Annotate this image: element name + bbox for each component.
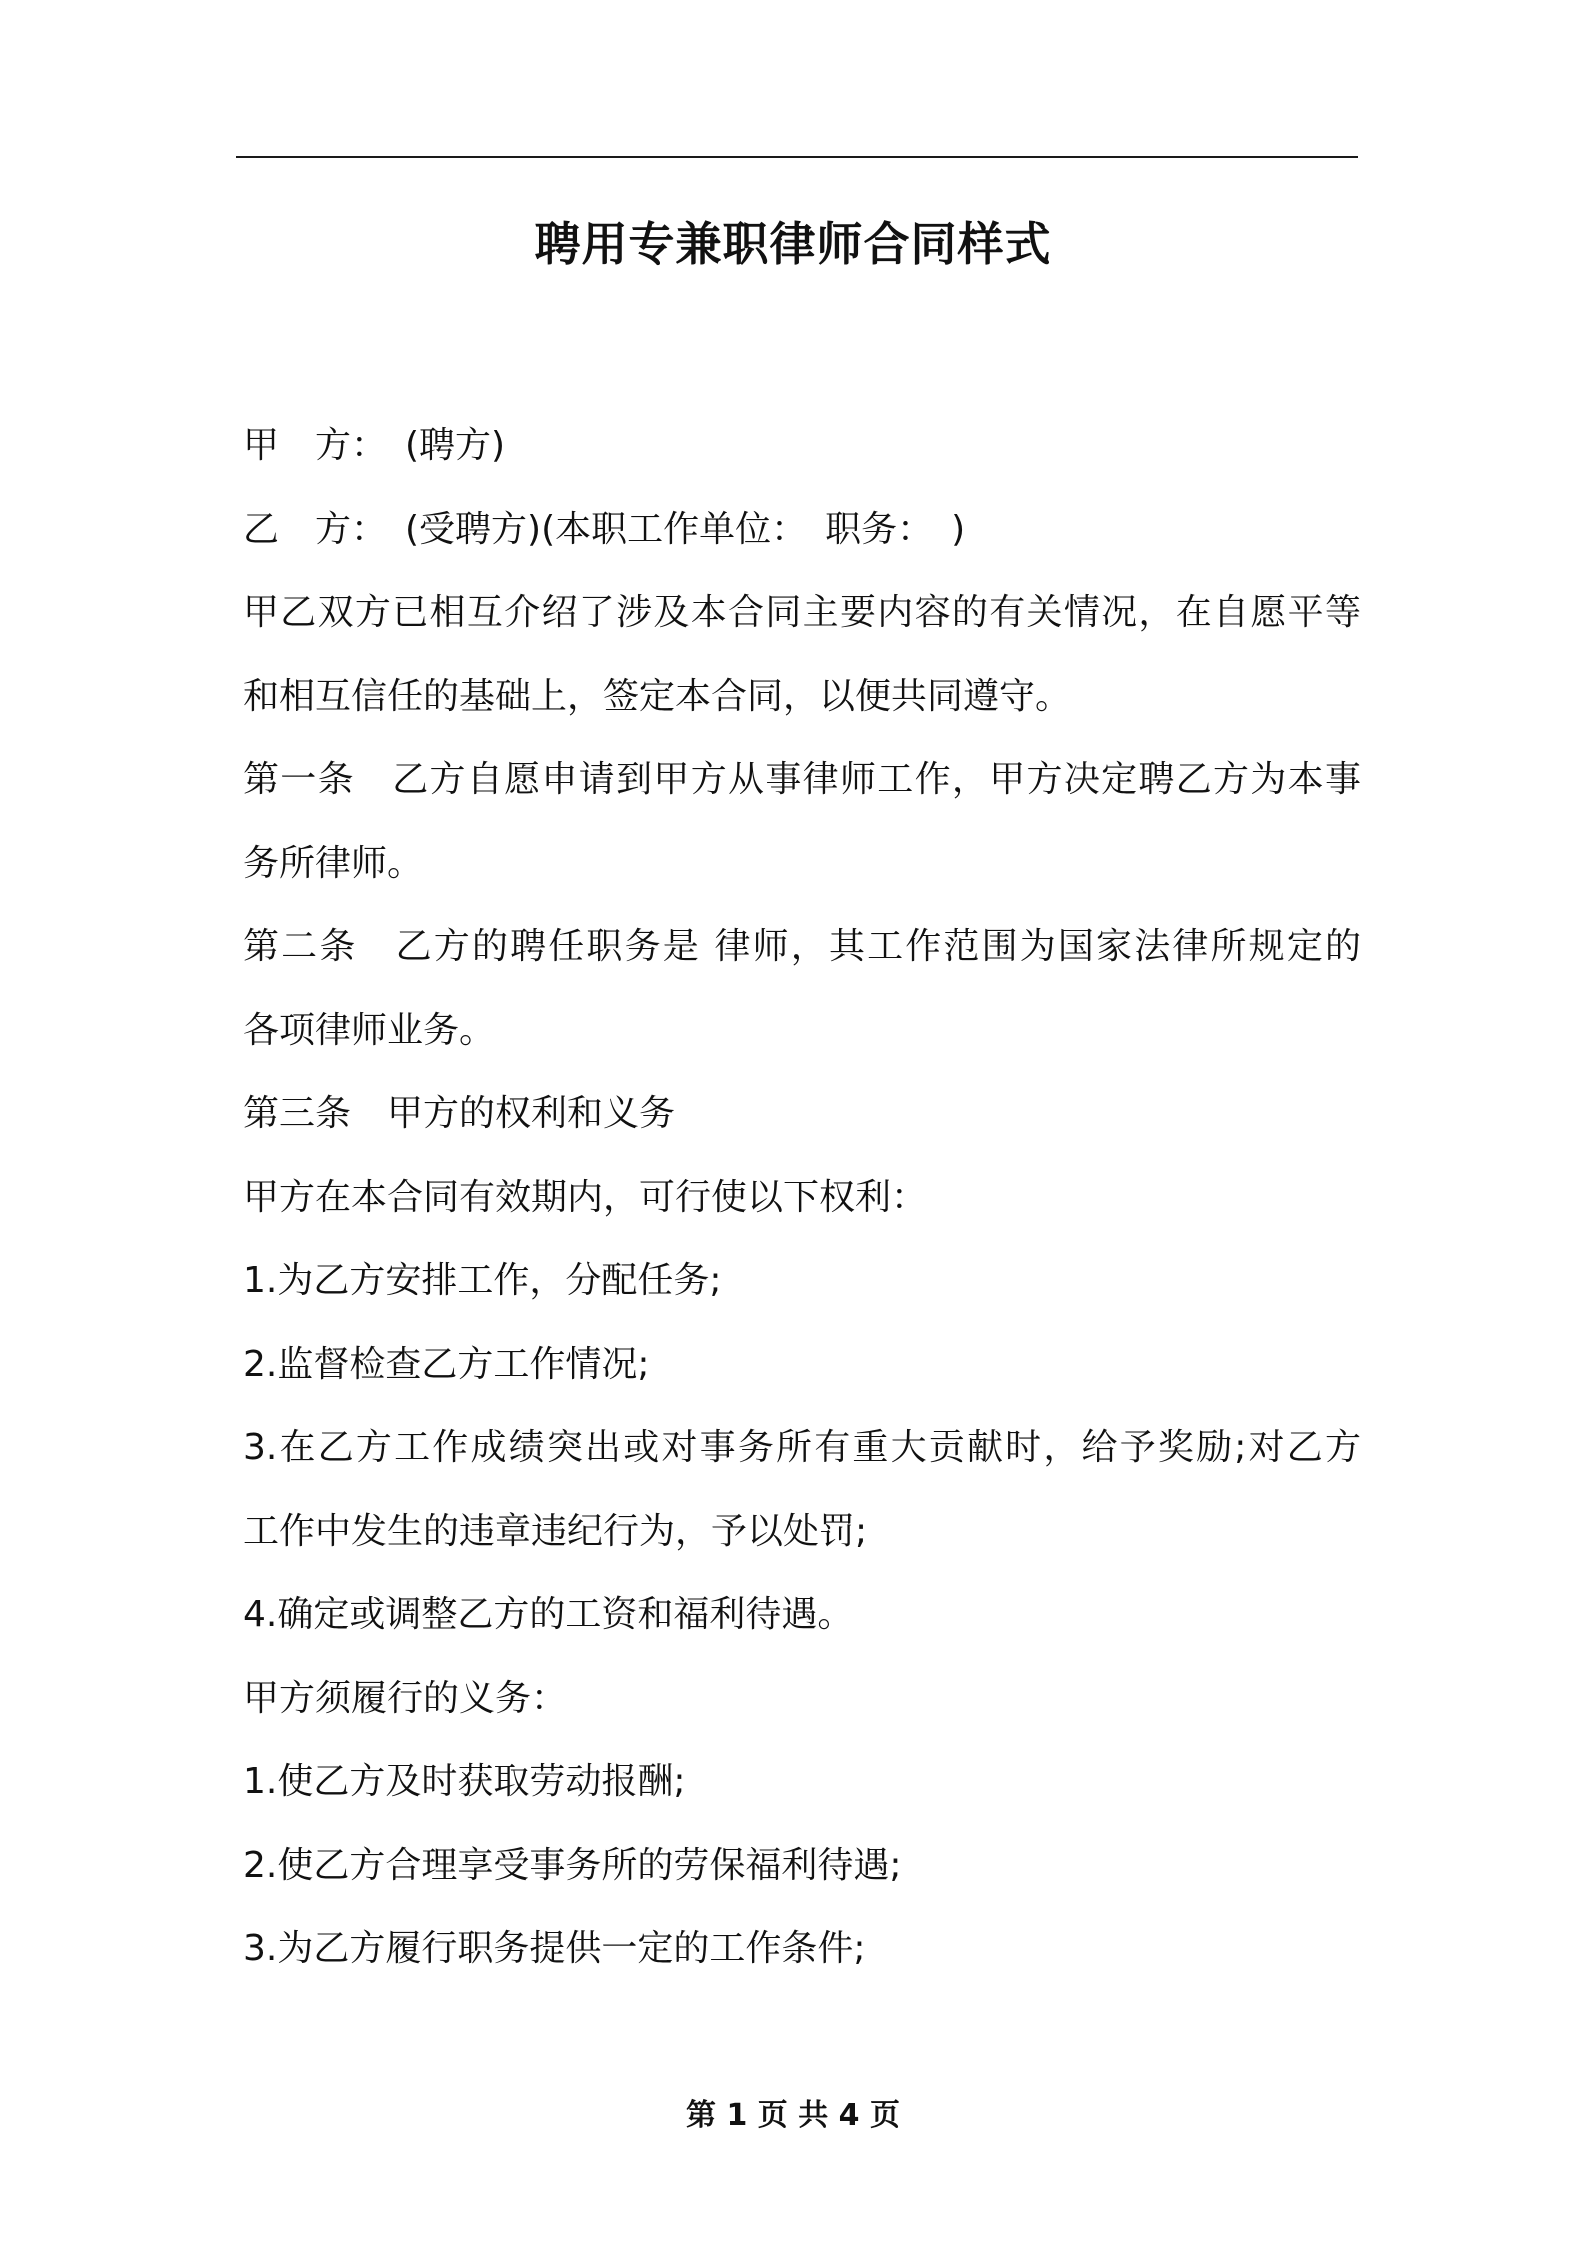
page-number: 第 1 页 共 4 页 xyxy=(686,2098,900,2133)
header-rule xyxy=(236,156,1358,158)
right-item-4: 4.确定或调整乙方的工资和福利待遇。 xyxy=(243,1594,854,1635)
article-3-heading: 第三条 甲方的权利和义务 xyxy=(243,1093,676,1134)
article-1-line-2: 务所律师。 xyxy=(243,842,424,884)
duty-item-3: 3.为乙方履行职务提供一定的工作条件; xyxy=(243,1928,866,1969)
right-item-3-line-2: 工作中发生的违章违纪行为，予以处罚; xyxy=(243,1510,868,1552)
right-item-1: 1.为乙方安排工作，分配任务; xyxy=(243,1260,722,1301)
right-item-3-line-1: 3.在乙方工作成绩突出或对事务所有重大贡献时，给予奖励;对乙方 xyxy=(243,1427,1361,1468)
preamble-line-2: 和相互信任的基础上，签定本合同，以便共同遵守。 xyxy=(243,675,1072,717)
party-a-line: 甲 方： (聘方) xyxy=(243,425,506,466)
right-item-2: 2.监督检查乙方工作情况; xyxy=(243,1343,650,1385)
article-1-line-1: 第一条 乙方自愿申请到甲方从事律师工作，甲方决定聘乙方为本事 xyxy=(243,759,1361,800)
party-a-rights-intro: 甲方在本合同有效期内，可行使以下权利： xyxy=(243,1176,928,1218)
party-a-duties-intro: 甲方须履行的义务： xyxy=(243,1677,568,1719)
duty-item-2: 2.使乙方合理享受事务所的劳保福利待遇; xyxy=(243,1844,902,1886)
document-title: 聘用专兼职律师合同样式 xyxy=(534,217,1052,271)
article-2-line-2: 各项律师业务。 xyxy=(243,1009,496,1051)
article-2-line-1: 第二条 乙方的聘任职务是 律师，其工作范围为国家法律所规定的 xyxy=(243,926,1361,967)
duty-item-1: 1.使乙方及时获取劳动报酬; xyxy=(243,1761,686,1802)
document-body xyxy=(243,404,1361,1991)
preamble-line-1: 甲乙双方已相互介绍了涉及本合同主要内容的有关情况，在自愿平等 xyxy=(243,592,1361,633)
party-b-line: 乙 方： (受聘方)(本职工作单位： 职务： ) xyxy=(243,508,966,550)
